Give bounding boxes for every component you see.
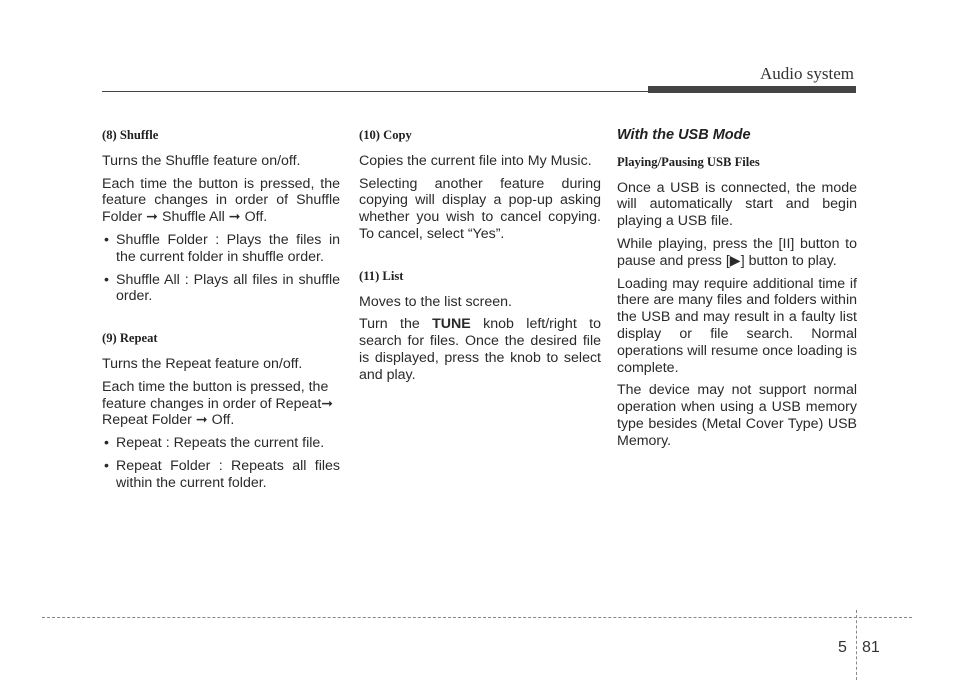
page-number: 81 (862, 639, 880, 656)
column-left (102, 127, 340, 498)
repeat-bullet-repeat: • Repeat : Repeats the current file. (102, 435, 340, 452)
usb-paragraph-4: The device may not support normal operation when using a USB memory type besides (Metal Cover Type) USB Memory. (617, 382, 857, 449)
usb-mode-heading: With the USB Mode (617, 127, 751, 143)
shuffle-paragraph-2: Each time the button is pressed, the feature changes in order of Shuffle Folder ➞ Shuffle All ➞ Off. (102, 175, 340, 226)
usb-subheading: Playing/Pausing USB Files (617, 154, 760, 169)
list-paragraph-1: Moves to the list screen. (359, 293, 512, 310)
repeat-heading: (9) Repeat (102, 331, 158, 346)
tune-knob-label: TUNE (432, 316, 471, 333)
copy-paragraph-2: Selecting another feature during copying will display a pop-up asking whether you wish to cancel copying. To cancel, select “Yes”. (359, 175, 601, 242)
copy-paragraph-1: Copies the current file into My Music. (359, 152, 592, 169)
play-icon: ▶ (729, 252, 741, 269)
copy-heading: (10) Copy (359, 128, 412, 142)
column-right (617, 127, 857, 456)
usb-paragraph-3: Loading may require additional time if there are many files and folders within the USB and may result in a faulty list display or file search. Normal operations will resume once loading is complete. (617, 275, 857, 376)
footer-dashed-rule (42, 617, 912, 618)
page-header-title: Audio system (760, 64, 854, 83)
shuffle-bullet-folder: • Shuffle Folder : Plays the files in the current folder in shuffle order. (102, 232, 340, 266)
repeat-paragraph-1: Turns the Repeat feature on/off. (102, 355, 303, 372)
repeat-bullet-folder: • Repeat Folder : Repeats all files within the current folder. (102, 458, 340, 492)
footer-vertical-dashed-rule (856, 610, 857, 680)
shuffle-bullet-all: • Shuffle All : Plays all files in shuffle order. (102, 272, 340, 306)
page-section-number: 5 (838, 639, 847, 656)
column-middle (359, 127, 601, 390)
usb-paragraph-1: Once a USB is connected, the mode will automatically start and begin playing a USB file. (617, 179, 857, 230)
repeat-paragraph-2: Each time the button is pressed, the feature changes in order of Repeat➞ Repeat Folder ➞ Off. (102, 378, 334, 429)
list-paragraph-2: Turn the TUNE knob left/right to search for files. Once the desired file is displayed, press the knob to select and play. (359, 316, 601, 383)
usb-paragraph-2: While playing, press the [II] button to pause and press [▶] button to play. (617, 235, 857, 269)
header-rule-thick (648, 86, 856, 93)
list-heading: (11) List (359, 268, 404, 283)
shuffle-heading: (8) Shuffle (102, 128, 159, 142)
shuffle-paragraph-1: Turns the Shuffle feature on/off. (102, 152, 301, 169)
header-rule-thin (102, 91, 650, 92)
